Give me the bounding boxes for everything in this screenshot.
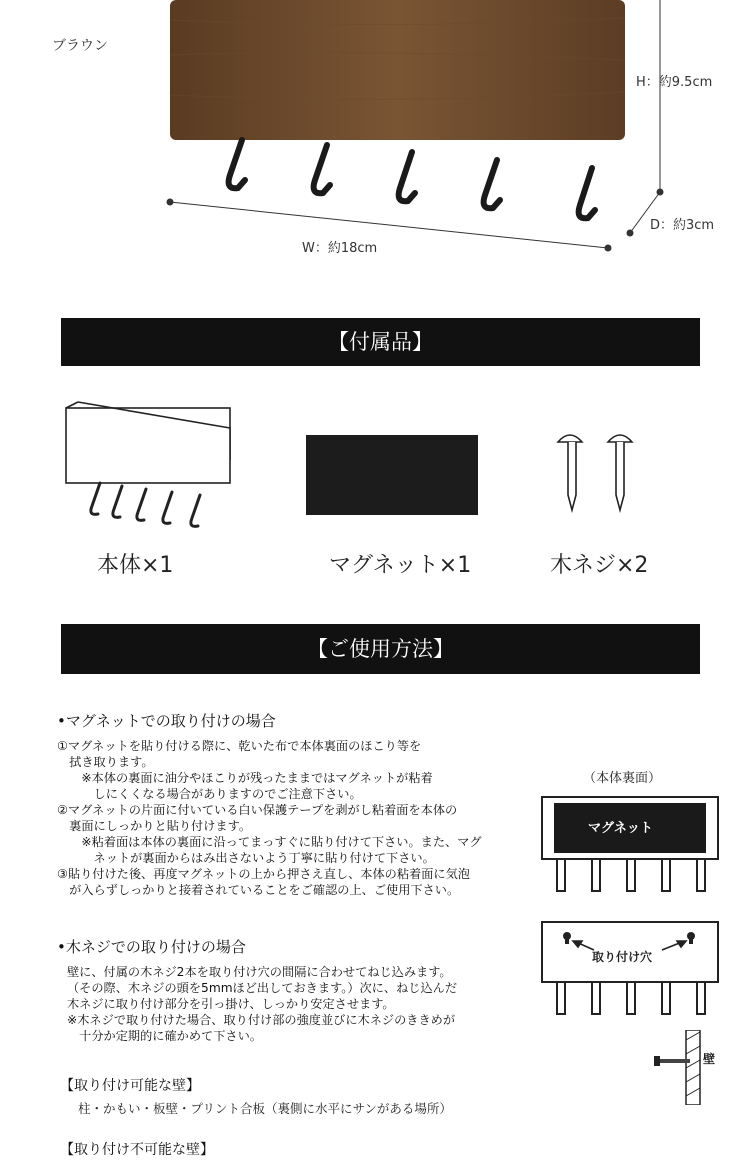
magnet-section-heading: •マグネットでの取り付けの場合 [57,712,276,730]
height-dimension: H：約9.5cm [636,75,713,90]
hook-3 [399,152,415,201]
mounting-holes-diagram [540,920,720,1018]
magnet-line: ※粘着面は本体の裏面に沿ってまっすぐに貼り付けて下さい。また、マグ [57,835,482,849]
screw-line: 木ネジに取り付け部分を引っ掛け、しっかり安定させます。 [67,997,395,1011]
wall-label: 壁 [703,1052,716,1066]
magnet-line: が入らずしっかりと接着されていることをご確認の上、ご使用下さい。 [57,883,460,897]
mountable-walls-heading: 【取り付け可能な壁】 [60,1078,200,1094]
width-dimension: W：約18cm [302,241,378,256]
hooks [229,140,595,218]
width-dimension-line [170,202,608,248]
screw-line: （その際、木ネジの頭を5mmほど出しておきます。）次に、ねじ込んだ [67,981,458,995]
accessories-title-bar [61,318,700,366]
back-view-diagram [540,795,720,895]
magnet-line: しにくくなる場合がありますのでご注意下さい。 [57,787,362,801]
usage-title: 【ご使用方法】 [307,637,454,661]
magnet-line: 裏面にしっかりと貼り付けます。 [57,819,252,833]
hook-2 [314,145,330,193]
accessories-title: 【付属品】 [328,330,433,354]
accessory-label-magnet: マグネット×1 [329,553,472,578]
screw-section-body [67,964,507,1044]
magnet-line: ※本体の裏面に油分やほこりが残ったままではマグネットが粘着 [57,771,433,785]
magnet-section-body [57,738,517,898]
mountable-walls-text: 柱・かもい・板壁・プリント合板（裏側に水平にサンがある場所） [78,1101,452,1116]
not-mountable-walls-heading: 【取り付け不可能な壁】 [60,1142,214,1158]
screw-section-heading: •木ネジでの取り付けの場合 [57,938,246,956]
magnet-line: 拭き取ります。 [57,755,154,769]
screw-line: 十分か定期的に確かめて下さい。 [67,1029,262,1043]
screw-line: 壁に、付属の木ネジ2本を取り付け穴の間隔に合わせてねじ込みます。 [67,965,452,979]
hook-5 [579,168,595,218]
magnet-line: ②マグネットの片面に付いている白い保護テープを剥がし粘着面を本体の [57,803,458,817]
accessory-screws-image [552,430,642,520]
magnet-label: マグネット [588,821,653,836]
wall-screw-diagram [650,1030,725,1105]
magnet-line: ③貼り付けた後、再度マグネットの上から押さえ直し、本体の粘着面に気泡 [57,867,470,881]
back-view-caption: （本体裏面） [583,771,662,786]
color-name: ブラウン [52,38,108,54]
depth-dimension: D：約3cm [650,218,715,233]
screw-line: ※木ネジで取り付けた場合、取り付け部の強度並びに木ネジのききめが [67,1013,456,1027]
magnet-line: ①マグネットを貼り付ける際に、乾いた布で本体裏面のほこり等を [57,739,422,753]
hook-4 [484,160,500,208]
usage-title-bar [61,624,700,674]
mounting-hole-label: 取り付け穴 [592,950,653,964]
accessory-label-body: 本体×1 [97,553,174,578]
magnet-line: ネットが裏面からはみ出さないよう丁寧に貼り付けて下さい。 [57,851,435,865]
accessory-body-image [60,398,240,533]
accessory-magnet-image [306,435,478,515]
hook-1 [229,140,245,188]
accessory-label-screws: 木ネジ×2 [550,553,649,578]
